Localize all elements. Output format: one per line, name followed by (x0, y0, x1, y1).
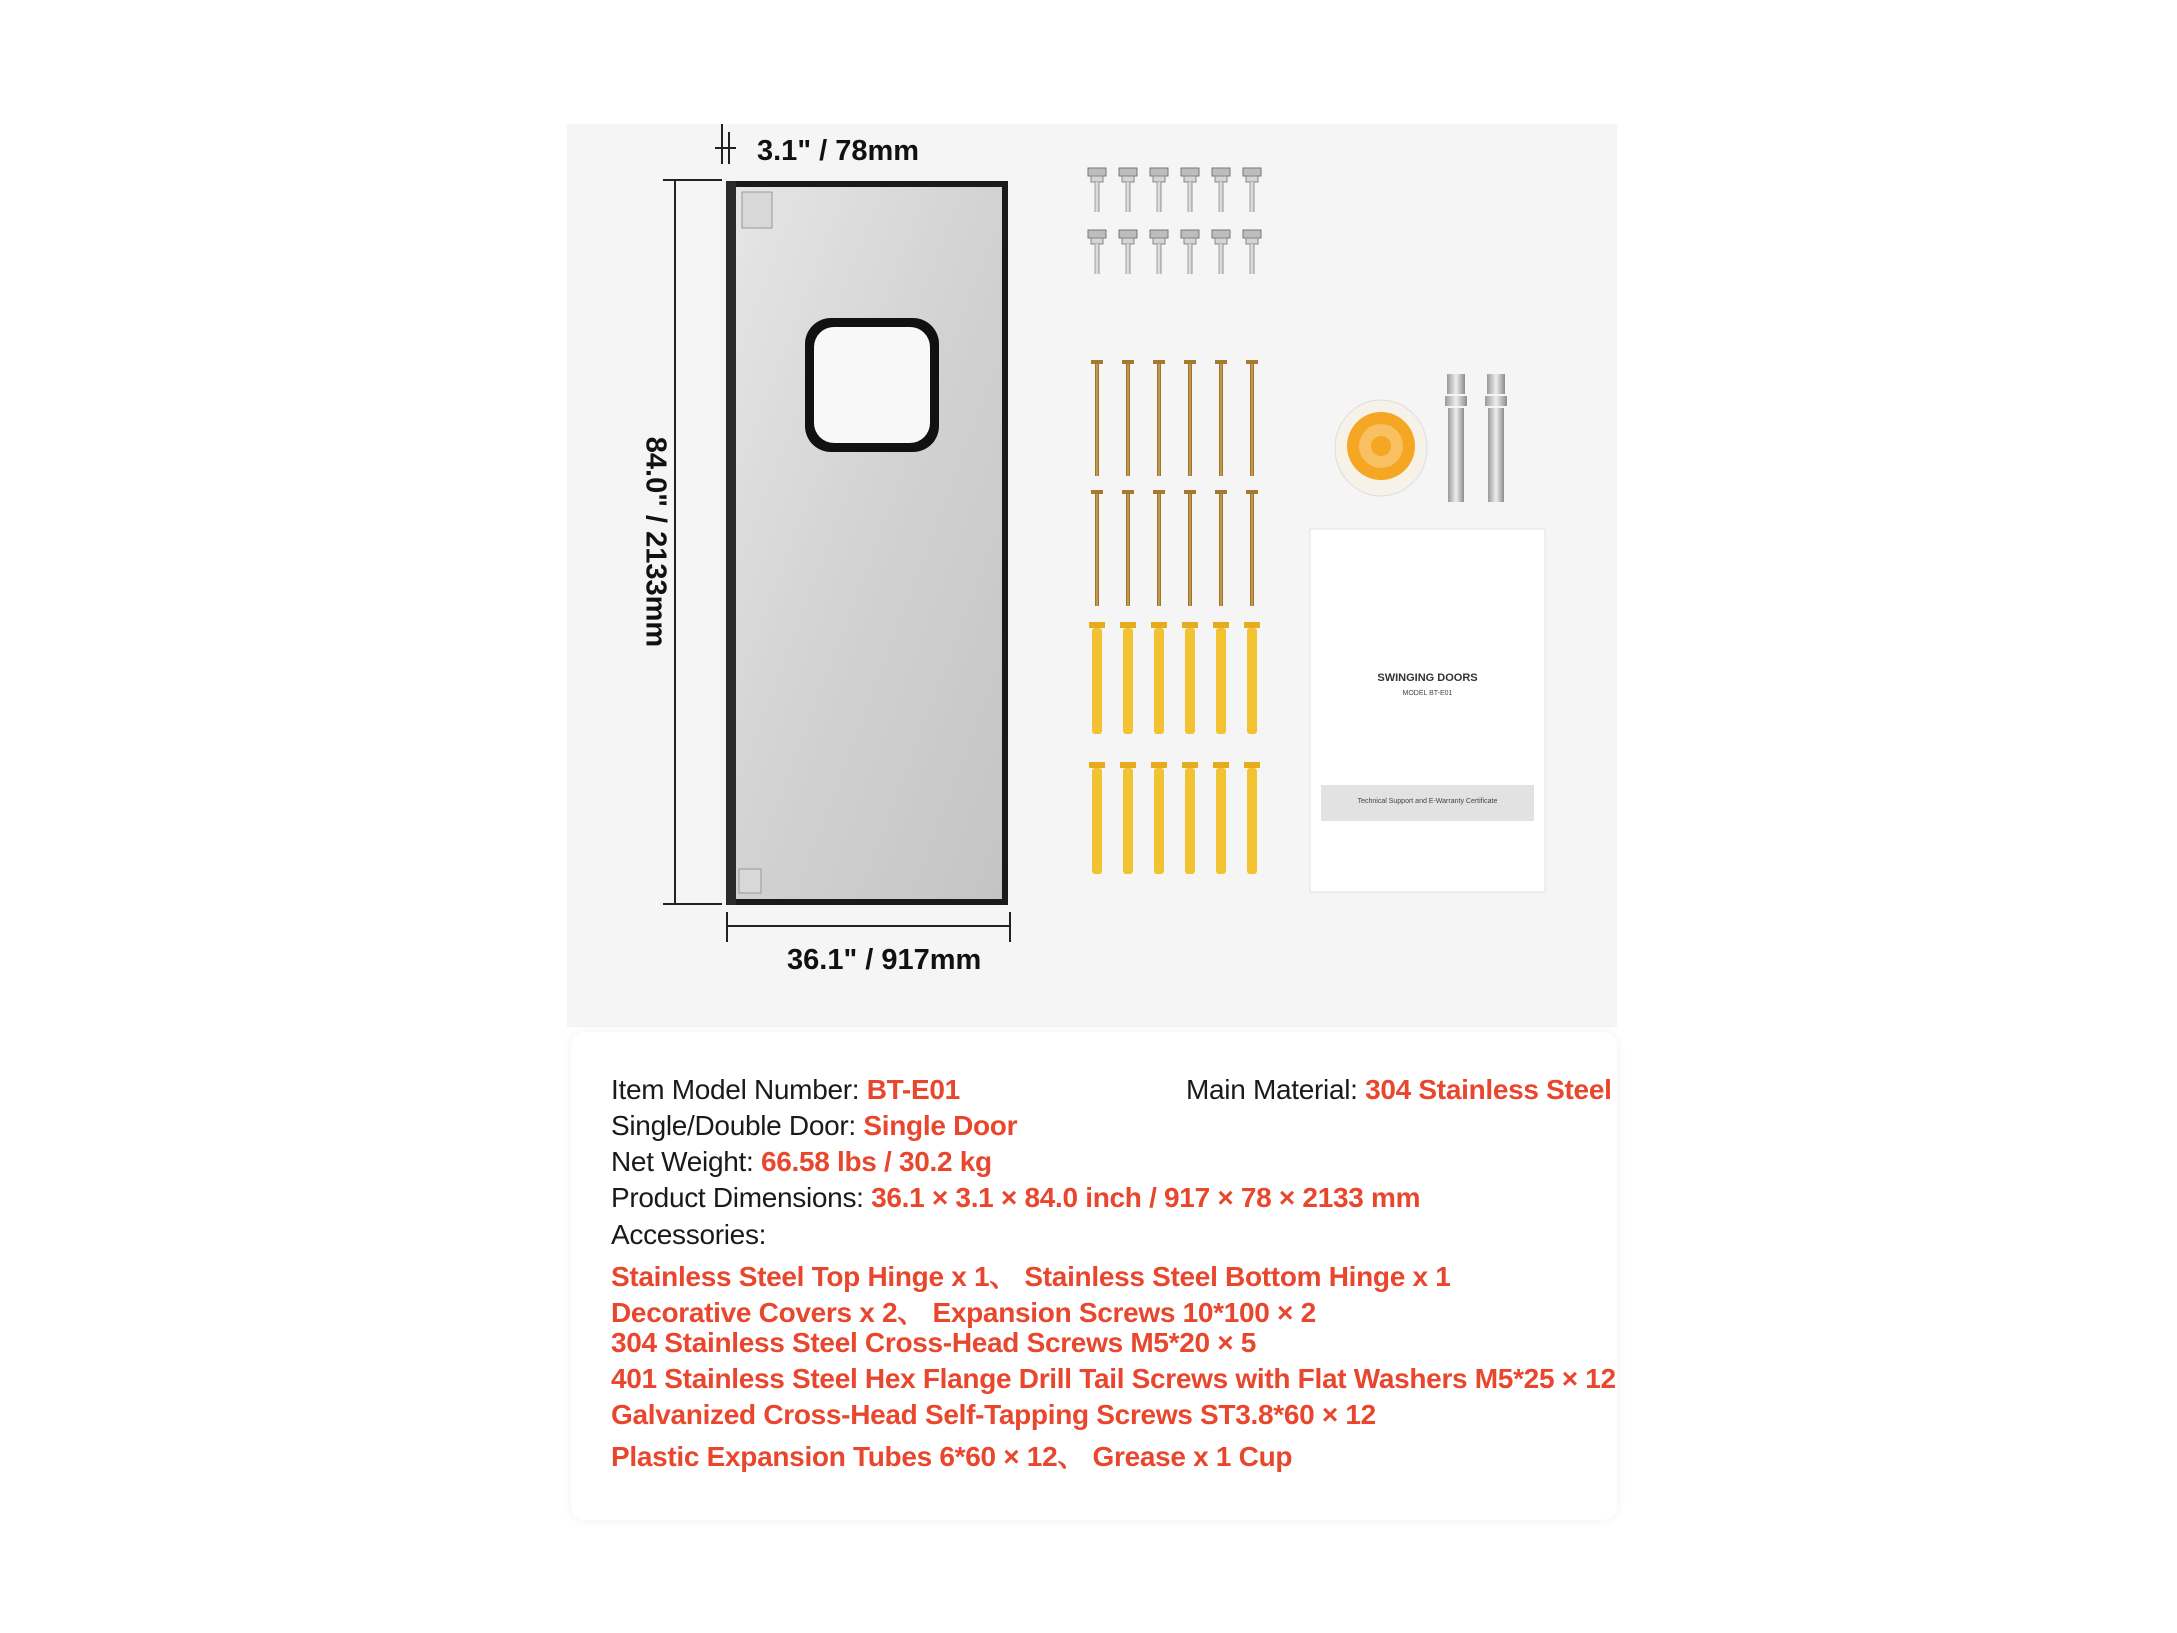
spec-weight-value: 66.58 lbs / 30.2 kg (760, 1146, 992, 1177)
expansion-tube (1182, 622, 1198, 734)
hex-screw (1243, 168, 1261, 212)
expansion-tube (1244, 622, 1260, 734)
expansion-tube (1120, 762, 1136, 874)
manual-booklet (1310, 529, 1545, 892)
hex-screw (1212, 230, 1230, 274)
spec-door-type (611, 1110, 1017, 1142)
expansion-tube (1089, 622, 1105, 734)
accessory-item: 401 Stainless Steel Hex Flange Drill Tail Screws with Flat Washers M5*25 × 12 (611, 1363, 1616, 1394)
accessory-item: Decorative Covers x 2、 Expansion Screws 10*100 × 2 (611, 1297, 1316, 1328)
hex-screw (1088, 168, 1106, 212)
spec-accessories-label: Accessories: (611, 1219, 767, 1250)
hex-screw (1150, 168, 1168, 212)
gold-screw (1184, 360, 1196, 476)
door (726, 181, 1008, 905)
spec-model-value: BT-E01 (866, 1074, 960, 1105)
dimension-depth-line (715, 124, 736, 164)
hex-screw (1119, 230, 1137, 274)
spec-material-label: Main Material: (1186, 1074, 1366, 1105)
manual-certificate: Technical Support and E-Warranty Certificate (1357, 798, 1498, 805)
hex-flange-screws (1088, 168, 1261, 274)
spec-dimensions (611, 1182, 1420, 1214)
self-tapping-screws (1091, 360, 1258, 606)
spec-material (1186, 1074, 1612, 1106)
product-illustration (567, 124, 1617, 1027)
accessory-item: 304 Stainless Steel Cross-Head Screws M5*20 × 5 (611, 1327, 1257, 1358)
spec-material-value: 304 Stainless Steel (1365, 1074, 1612, 1105)
manual-title: SWINGING DOORS (1377, 672, 1478, 684)
expansion-tube (1151, 622, 1167, 734)
manual-model: MODEL BT-E01 (1402, 690, 1453, 697)
hex-screw (1243, 230, 1261, 274)
expansion-tube (1151, 762, 1167, 874)
accessory-item: Plastic Expansion Tubes 6*60 × 12、 Grease x 1 Cup (611, 1441, 1293, 1472)
expansion-tube (1213, 622, 1229, 734)
expansion-tube (1244, 762, 1260, 874)
expansion-tube (1089, 762, 1105, 874)
accessory-item: Stainless Steel Top Hinge x 1、 Stainless Steel Bottom Hinge x 1 (611, 1261, 1451, 1292)
spec-card (571, 1032, 1617, 1520)
spec-model-label: Item Model Number: (611, 1074, 867, 1105)
spec-model (611, 1074, 960, 1106)
expansion-bolts (1445, 374, 1507, 502)
dimension-width-label: 36.1" / 917mm (787, 944, 982, 976)
spec-weight (611, 1146, 992, 1178)
spec-door-label: Single/Double Door: (611, 1110, 864, 1141)
hex-screw (1181, 168, 1199, 212)
hex-screw (1150, 230, 1168, 274)
expansion-tube (1120, 622, 1136, 734)
gold-screw (1091, 360, 1103, 476)
spec-door-value: Single Door (863, 1110, 1018, 1141)
hex-screw (1212, 168, 1230, 212)
gold-screw (1246, 360, 1258, 476)
top-hinge (742, 192, 772, 228)
accessory-item: Galvanized Cross-Head Self-Tapping Screws ST3.8*60 × 12 (611, 1399, 1376, 1430)
plastic-expansion-tubes (1089, 622, 1260, 874)
gold-screw (1215, 360, 1227, 476)
gold-screw (1246, 490, 1258, 606)
product-image-panel (567, 124, 1617, 1027)
gold-screw (1122, 490, 1134, 606)
dimension-height-line (663, 180, 722, 904)
grease-cup (1335, 400, 1427, 496)
dimension-depth-label: 3.1" / 78mm (757, 135, 920, 167)
gold-screw (1184, 490, 1196, 606)
hex-screw (1181, 230, 1199, 274)
hex-screw (1119, 168, 1137, 212)
gold-screw (1153, 360, 1165, 476)
expansion-tube (1182, 762, 1198, 874)
bottom-hinge (739, 869, 761, 893)
spec-weight-label: Net Weight: (611, 1146, 761, 1177)
gold-screw (1215, 490, 1227, 606)
expansion-tube (1213, 762, 1229, 874)
spec-dimensions-value: 36.1 × 3.1 × 84.0 inch / 917 × 78 × 2133 mm (871, 1182, 1421, 1213)
gold-screw (1091, 490, 1103, 606)
dimension-height-label: 84.0" / 2133mm (639, 436, 672, 648)
spec-dimensions-label: Product Dimensions: (611, 1182, 872, 1213)
gold-screw (1122, 360, 1134, 476)
gold-screw (1153, 490, 1165, 606)
hex-screw (1088, 230, 1106, 274)
dimension-width-line (727, 912, 1010, 942)
